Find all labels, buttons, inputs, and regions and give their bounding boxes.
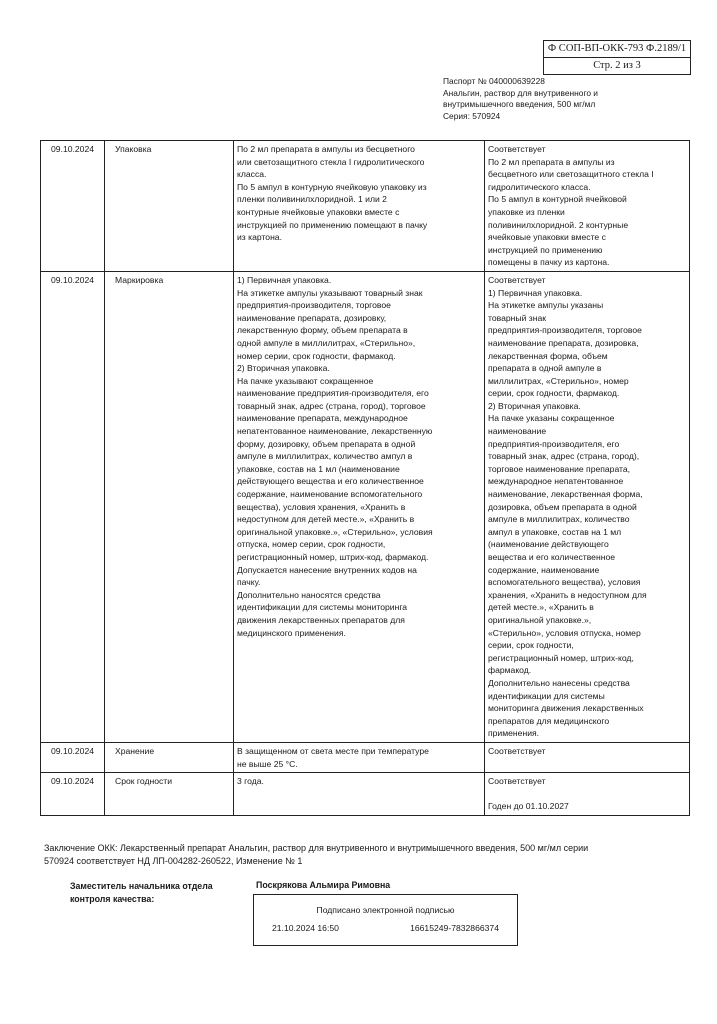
result-line: На пачке указаны сокращенное	[488, 413, 615, 424]
result-line: наименование, лекарственная форма,	[488, 489, 643, 500]
requirement-line: вещества), условия хранения, «Хранить в	[237, 501, 406, 512]
result-line: оригинальной упаковке.»,	[488, 614, 592, 625]
conclusion-line1: Заключение ОКК: Лекарственный препарат Анальгин, раствор для внутривенного и внутримышечного введения, 500 мг/мл серии	[44, 843, 589, 853]
result-line: хранения, «Хранить в недоступном для	[488, 589, 647, 600]
result-line: товарный знак, адрес (страна, город),	[488, 451, 640, 462]
requirement-line: 2) Вторичная упаковка.	[237, 363, 330, 374]
requirement-line: идентификации для системы мониторинга	[237, 602, 408, 613]
result-line: детей месте.», «Хранить в	[488, 602, 594, 613]
result-line: Дополнительно нанесены средства	[488, 677, 630, 688]
row-requirement	[234, 271, 485, 742]
requirement-line: контурные ячейковые упаковки вместе с	[237, 206, 400, 217]
requirement-line: или светозащитного стекла I гидролитического	[237, 156, 425, 167]
result-line: вспомогательного вещества), условия	[488, 577, 641, 588]
result-line: наименование препарата, дозировка,	[488, 337, 639, 348]
requirement-line: По 5 ампул в контурную ячейковую упаковку из	[237, 181, 427, 192]
result-line: бесцветного или светозащитного стекла I	[488, 169, 654, 180]
result-line: товарный знак	[488, 312, 546, 323]
result-line: упаковке из пленки	[488, 206, 565, 217]
requirement-line: На этикетке ампулы указывают товарный знак	[237, 287, 423, 298]
result-line: вещества и его количественное	[488, 552, 616, 562]
result-line: препаратов для медицинского	[488, 715, 610, 726]
result-line: лекарственная форма, объем	[488, 350, 608, 361]
result-line: предприятия-производителя, его	[488, 438, 620, 449]
requirement-line: наименование предприятия-производителя, его	[237, 388, 429, 399]
esig-title: Подписано электронной подписью	[316, 905, 455, 915]
row-requirement	[234, 742, 485, 772]
row-indicator: Хранение	[105, 742, 234, 772]
result-line: Соответствует	[488, 274, 546, 285]
signer-name: Поскрякова Альмира Римовна	[256, 880, 391, 890]
row-result	[485, 141, 690, 272]
result-line: наименование	[488, 426, 547, 437]
requirement-line: предприятия-производителя, торговое	[237, 300, 391, 311]
requirement-line: класса.	[237, 169, 267, 180]
result-line: торговое наименование препарата,	[488, 463, 631, 474]
row-date: 09.10.2024	[41, 271, 105, 742]
result-line: инструкцией по применению	[488, 244, 603, 255]
requirement-line: 1) Первичная упаковка.	[237, 274, 332, 285]
row-date: 09.10.2024	[41, 141, 105, 272]
row-requirement	[234, 141, 485, 272]
requirement-line: На пачке указывают сокращенное	[237, 375, 374, 386]
result-line: Соответствует	[488, 745, 546, 756]
table-row	[41, 742, 690, 772]
result-line: фармакод.	[488, 665, 532, 676]
requirement-line: инструкцией по применению помещают в пачку	[237, 219, 428, 230]
row-date: 09.10.2024	[41, 742, 105, 772]
result-line: ампул в упаковке, состав на 1 мл	[488, 526, 622, 537]
result-line: Соответствует	[488, 144, 546, 154]
requirement-line: наименование препарата, дозировку,	[237, 312, 387, 323]
result-line: препарата в одной ампуле в	[488, 363, 602, 374]
row-result	[485, 271, 690, 742]
result-line: помещены в пачку из картона.	[488, 257, 610, 268]
requirement-line: одной ампуле в миллилитрах, «Стерильно»,	[237, 337, 416, 348]
result-line: ампуле в миллилитрах, количество	[488, 514, 630, 525]
requirement-line: форму, дозировку, объем препарата в одной	[237, 438, 416, 449]
esig-certificate: 16615249-7832866374	[410, 923, 499, 933]
requirement-line: пленки поливинилхлоридной. 1 или 2	[237, 194, 387, 205]
requirement-line: В защищенном от света месте при температуре	[237, 745, 429, 756]
requirement-line: По 2 мл препарата в ампулы из бесцветного	[237, 144, 415, 154]
page-number: Стр. 2 из 3	[544, 57, 690, 74]
requirement-line: непатентованное наименование, лекарственную	[237, 426, 433, 437]
result-line: предприятия-производителя, торговое	[488, 325, 642, 336]
result-line: идентификации для системы	[488, 690, 605, 701]
requirement-line: медицинского применения.	[237, 627, 346, 638]
conclusion-line2: 570924 соответствует НД ЛП-004282-260522, Изменение № 1	[44, 856, 303, 866]
signer-position	[70, 880, 213, 906]
result-line: мониторинга движения лекарственных	[488, 703, 644, 714]
table-row	[41, 773, 690, 816]
electronic-signature-stamp	[253, 894, 518, 946]
requirement-line: оригинальной упаковке.», «Стерильно», условия	[237, 526, 433, 537]
form-code: Ф СОП-ВП-ОКК-793 Ф.2189/1	[547, 43, 687, 54]
result-line: поливинилхлоридной. 2 контурные	[488, 219, 629, 230]
requirement-line: регистрационный номер, штрих-код, фармакод.	[237, 552, 429, 562]
result-line	[488, 788, 689, 801]
row-result	[485, 773, 690, 816]
requirement-line: недоступном для детей месте.», «Хранить в	[237, 514, 415, 525]
table-row	[41, 271, 690, 742]
requirement-line: Дополнительно наносятся средства	[237, 589, 381, 600]
requirement-line: отпуска, номер серии, срок годности,	[237, 539, 386, 550]
esig-datetime: 21.10.2024 16:50	[272, 923, 339, 933]
product-name-line1: Анальгин, раствор для внутривенного и	[443, 87, 598, 98]
result-line: Соответствует	[488, 776, 546, 787]
requirement-line: не выше 25 °С.	[237, 758, 298, 769]
requirement-line: упаковке, состав на 1 мл (наименование	[237, 463, 400, 474]
requirement-line: Допускается нанесение внутренних кодов на	[237, 564, 417, 575]
row-date: 09.10.2024	[41, 773, 105, 816]
requirement-line: действующего вещества и его количественное	[237, 476, 424, 487]
result-line: «Стерильно», условия отпуска, номер	[488, 627, 641, 638]
result-line: гидролитического класса.	[488, 181, 591, 192]
result-line: серии, срок годности,	[488, 640, 574, 651]
requirement-line: содержание, наименование вспомогательного	[237, 489, 423, 500]
result-line: На этикетке ампулы указаны	[488, 300, 604, 311]
row-indicator: Срок годности	[105, 773, 234, 816]
result-line: 1) Первичная упаковка.	[488, 287, 583, 298]
passport-header	[443, 76, 703, 122]
result-line: 2) Вторичная упаковка.	[488, 400, 581, 411]
requirement-line: движения лекарственных препаратов для	[237, 614, 405, 625]
signer-position-line2: контроля качества:	[70, 894, 155, 904]
result-line: ячейковые упаковки вместе с	[488, 232, 606, 243]
result-line: международное непатентованное	[488, 476, 624, 487]
result-line: содержание, наименование	[488, 564, 600, 575]
result-line: применения.	[488, 728, 540, 739]
product-name-line2: внутримышечного введения, 500 мг/мл	[443, 99, 596, 110]
series-number: Серия: 570924	[443, 110, 501, 121]
row-requirement	[234, 773, 485, 816]
result-line: дозировка, объем препарата в одной	[488, 501, 637, 512]
result-line: серии, срок годности, фармакод.	[488, 388, 620, 399]
requirement-line: пачку.	[237, 577, 261, 588]
result-line: регистрационный номер, штрих-код,	[488, 652, 634, 663]
result-line: миллилитрах, «Стерильно», номер	[488, 375, 629, 386]
test-results-table	[40, 140, 690, 816]
requirement-line: номер серии, срок годности, фармакод.	[237, 350, 396, 361]
result-line: (наименование действующего	[488, 539, 609, 550]
row-result	[485, 742, 690, 772]
requirement-line: из картона.	[237, 232, 282, 243]
qc-conclusion	[44, 842, 684, 868]
requirement-line: товарный знак, адрес (страна, город), торговое	[237, 400, 426, 411]
requirement-line: ампуле в миллилитрах, количество ампул в	[237, 451, 413, 462]
row-indicator: Упаковка	[105, 141, 234, 272]
row-indicator: Маркировка	[105, 271, 234, 742]
signer-position-line1: Заместитель начальника отдела	[70, 881, 213, 891]
result-line: Годен до 01.10.2027	[488, 801, 569, 812]
passport-number: Паспорт № 040000639228	[443, 76, 545, 86]
requirement-line: лекарственную форму, объем препарата в	[237, 325, 408, 336]
form-code-box	[543, 40, 691, 75]
result-line: По 2 мл препарата в ампулы из	[488, 156, 615, 167]
result-line: По 5 ампул в контурной ячейковой	[488, 194, 627, 205]
table-row	[41, 141, 690, 272]
requirement-line: наименование препарата, международное	[237, 413, 408, 424]
requirement-line: 3 года.	[237, 776, 264, 787]
